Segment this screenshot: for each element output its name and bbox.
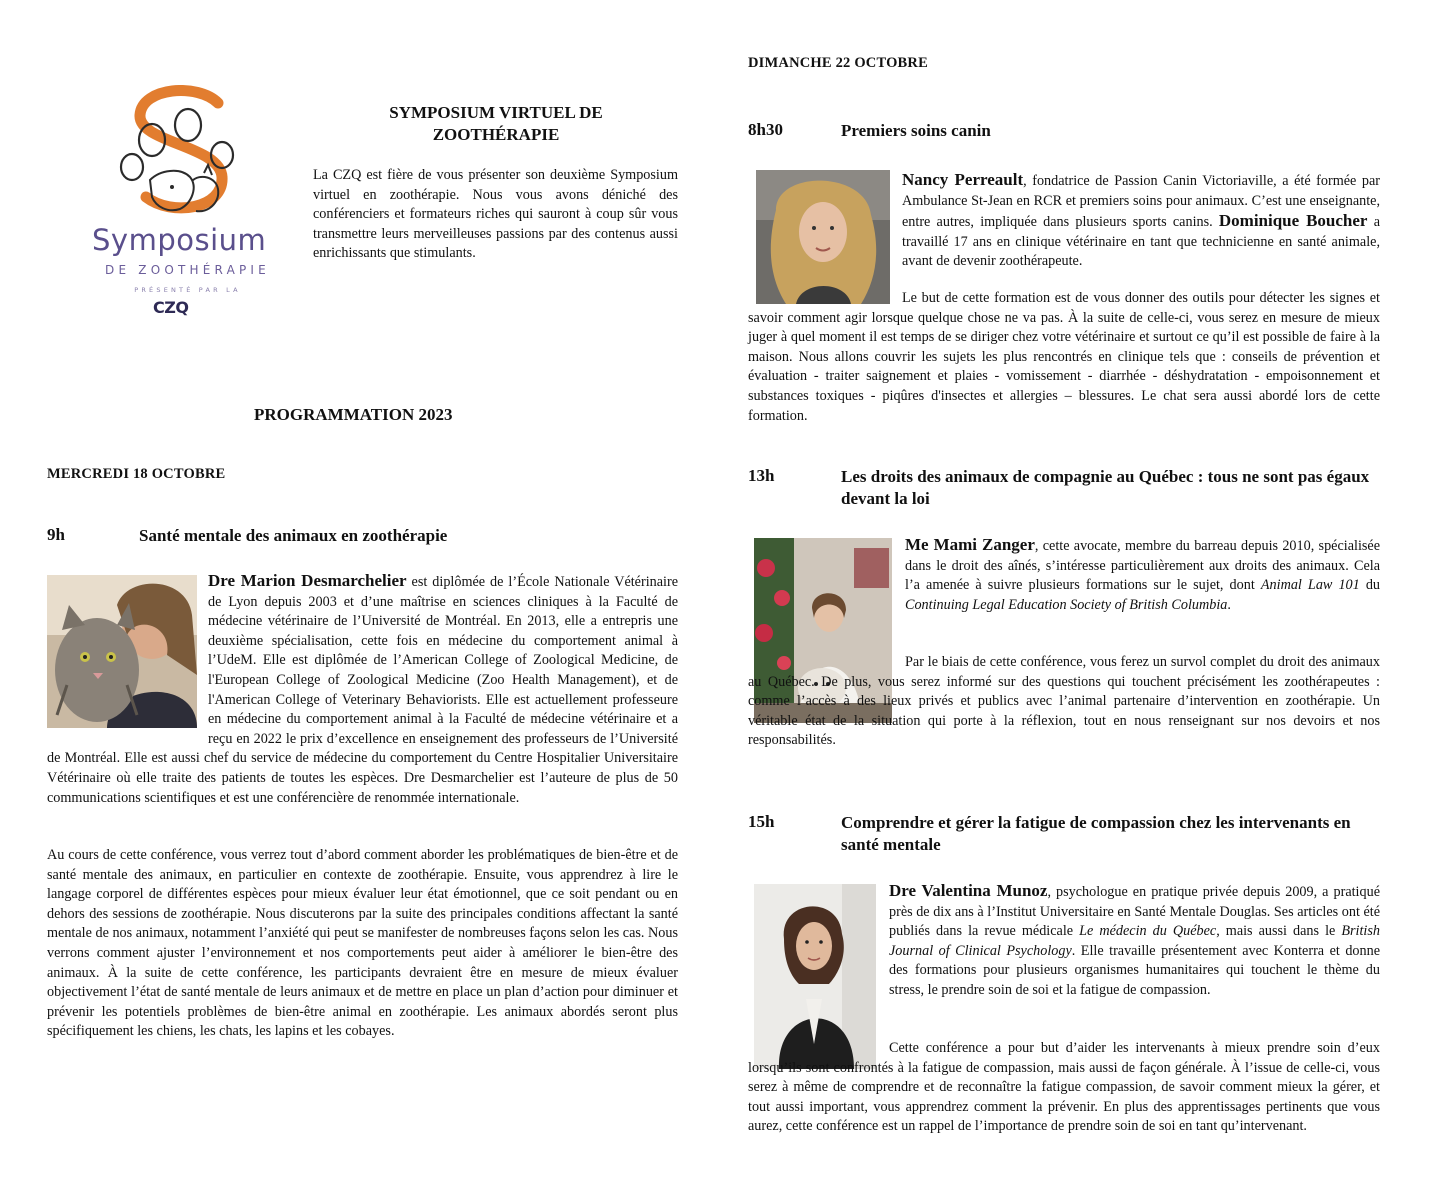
session-title: Les droits des animaux de compagnie au Québec : tous ne sont pas égaux devant la loi bbox=[841, 467, 1370, 508]
session-description: Par le biais de cette conférence, vous ferez un survol complet du droit des animaux au Québec. De plus, vous serez informé sur des questions qui touchent précisément les zoothérapeutes : comme l’accès à des lieux privés et publics avec l’animal partenaire d’intervention en zoothérapie. Un véritable état de la situation qui porte à la réflexion, tout en nous renseignant sur nos devoirs et nos responsabilités. bbox=[748, 654, 1380, 749]
journal-title: Le médecin du Québec bbox=[1079, 923, 1217, 940]
intro-paragraph: La CZQ est fière de vous présenter son deuxième Symposium virtuel en zoothérapie. Nous vous avons déniché des conférenciers et formateurs riches qui sauront à coup sûr vous transmettre leurs merveilleuses passions par des contenus aussi enrichissants que stimulants. bbox=[313, 167, 678, 262]
organization-name: Continuing Legal Education Society of British Columbia bbox=[905, 596, 1228, 613]
speaker-name: Me Mami Zanger bbox=[905, 535, 1035, 554]
programme-heading: PROGRAMMATION 2023 bbox=[254, 405, 453, 424]
speaker-photo-perreault bbox=[756, 170, 890, 304]
speaker-name: Dominique Boucher bbox=[1218, 211, 1368, 231]
session-title: Santé mentale des animaux en zoothérapie bbox=[139, 526, 448, 545]
intro-title: SYMPOSIUM VIRTUEL DE ZOOTHÉRAPIE bbox=[389, 103, 603, 144]
speaker-bio-text: . Elle travaille présentement avec Konterra et donne des formations pour plusieurs organismes humanitaires qui touchent le thème du stress, le prendre soin de soi et la fatigue de compassion. bbox=[889, 942, 1380, 998]
session-time: 15h bbox=[748, 812, 775, 831]
speaker-bio-text: , mais aussi dans le bbox=[1216, 923, 1342, 940]
day-heading-sunday: DIMANCHE 22 OCTOBRE bbox=[748, 55, 928, 71]
session-title: Comprendre et gérer la fatigue de compassion chez les intervenants en santé mentale bbox=[841, 813, 1351, 854]
speaker-bio-text: a travaillé 17 ans en clinique vétérinaire en tant que technicienne en santé animale, avant de devenir zoothérapeute. bbox=[902, 214, 1380, 270]
logo-wordmark: Symposium bbox=[92, 223, 267, 257]
session-time: 8h30 bbox=[748, 120, 783, 139]
speaker-bio-text: . bbox=[1227, 596, 1231, 613]
session-bio bbox=[47, 571, 678, 808]
logo-organizer: CZQ bbox=[153, 298, 189, 317]
speaker-bio-text: est diplômée de l’École Nationale Vétérinaire de Lyon depuis 2003 et d’une maîtrise en sciences cliniques à la Faculté de médecine vétérinaire de l’Université de Montréal. En 2013, elle a entrepris une deuxième spécialisation, cette fois en médecine du comportement animal à l’UdeM. Elle est diplômée de l’American College of Zoological Medicine, de l'European College of Zoological Medicine (Zoo Health Management), et de l'American College of Veterinary Behaviorists. Elle est actuellement professeure en médecine du comportement animal à la Faculté de médecine vétérinaire et a reçu en 2022 le prix d’excellence en enseignement des professeurs de l’Université de Montréal. Elle est aussi chef du service de médecine du comportement du Centre Hospitalier Universitaire Vétérinaire où elle traite des patients de toutes les espèces. Dre Desmarchelier est l’auteure de plus de 50 communications scientifiques et est une conférencière de renommée internationale. bbox=[47, 574, 678, 806]
symposium-logo bbox=[80, 85, 295, 325]
session-bio bbox=[905, 535, 1380, 615]
speaker-bio-text: du bbox=[1359, 577, 1381, 594]
speaker-name: Dre Marion Desmarchelier bbox=[208, 571, 407, 590]
speaker-name: Nancy Perreault bbox=[902, 170, 1024, 189]
session-description: Cette conférence a pour but d’aider les intervenants à mieux prendre soin d’eux lorsqu’ils sont confrontés à la fatigue de compassion, mais aussi de façon générale. À l’issue de celle-ci, vous serez à même de comprendre et de reconnaître la fatigue compassion, de savoir comment mieux la gérer, et tout aussi important, vous apprendrez comment la prévenir. En plus des apprentissages pertinents que vous aurez, cette conférence est un rappel de l’importance de prendre soin de soi en tant qu’intervenant. bbox=[748, 1040, 1380, 1135]
speaker-name: Dre Valentina Munoz bbox=[889, 881, 1048, 900]
session-bio bbox=[902, 170, 1380, 272]
day-heading-wednesday: MERCREDI 18 OCTOBRE bbox=[47, 466, 226, 482]
logo-subtitle: DE ZOOTHÉRAPIE bbox=[105, 263, 270, 277]
session-description: Au cours de cette conférence, vous verrez tout d’abord comment aborder les problématiques de bien-être et de santé mentale des animaux, en particulier en contexte de zoothérapie. Ensuite, vous apprendrez à lire le langage corporel de différentes espèces pour mieux évaluer leur état émotionnel, que ce soit pendant ou en dehors des sessions de zoothérapie. Nous discuterons par la suite des principales conditions affectant la santé mentale de nos animaux, notamment l’anxiété qui peut se manifester de nombreuses façons selon les cas. Nous verrons comment ajuster l’environnement et nos comportements peut aider à améliorer le bien-être des animaux. À la suite de cette conférence, les participants devraient être en mesure de mieux évaluer objectivement l’état de santé mentale de leurs animaux et de mettre en place un plan d’action pour diminuer et prévenir les potentiels problèmes de bien-être animal en zoothérapie. Les animaux abordés seront plus spécifiquement les chiens, les chats, les lapins et les cobayes. bbox=[47, 847, 678, 1040]
course-title: Animal Law 101 bbox=[1260, 577, 1360, 594]
logo-emblem-icon bbox=[80, 85, 295, 235]
session-description: Le but de cette formation est de vous donner des outils pour détecter les signes et savoir comment agir lorsque quelque chose ne va pas. À la suite de celle-ci, vous serez en mesure de mieux juger à quel moment il est temps de se diriger chez votre vétérinaire et surtout ce qu’il est possible de faire à la maison. Nous allons couvrir les sujets les plus rencontrés en clinique tels que : conseils de prévention et évaluation - traiter saignement et plaies - vomissement - diarrhée - déshydratation - empoisonnement et substances toxiques - piqûres d'insectes et allergies – blessures. Le chat sera aussi abordé lors de cette formation. bbox=[748, 290, 1380, 424]
session-title: Premiers soins canin bbox=[841, 121, 991, 140]
speaker-bio-text: , fondatrice de Passion Canin Victoriaville, a été formée par Ambulance St-Jean en RCR et premiers soins pour animaux. C’est une enseignante, entre autres, impliquée dans plusieurs sports canins. bbox=[902, 173, 1380, 231]
session-bio bbox=[889, 881, 1380, 1001]
speaker-bio-text: , cette avocate, membre du barreau depuis 2010, spécialisée dans le droit des aînés, s’intéresse particulièrement aux droits des animaux. Cela l’a amenée à suivre plusieurs formations sur le sujet, dont bbox=[905, 538, 1380, 594]
logo-presented-by: PRÉSENTÉ PAR LA bbox=[134, 286, 241, 294]
speaker-bio-text: , psychologue en pratique privée depuis 2009, a pratiqué près de dix ans à l’Institut Universitaire en Santé Mentale Douglas. Ses articles ont été publiés dans la revue médicale bbox=[889, 884, 1380, 940]
session-time: 13h bbox=[748, 466, 775, 485]
session-time: 9h bbox=[47, 525, 65, 544]
journal-title: British Journal of Clinical Psychology bbox=[889, 923, 1380, 959]
speaker-photo-desmarchelier bbox=[47, 575, 197, 728]
